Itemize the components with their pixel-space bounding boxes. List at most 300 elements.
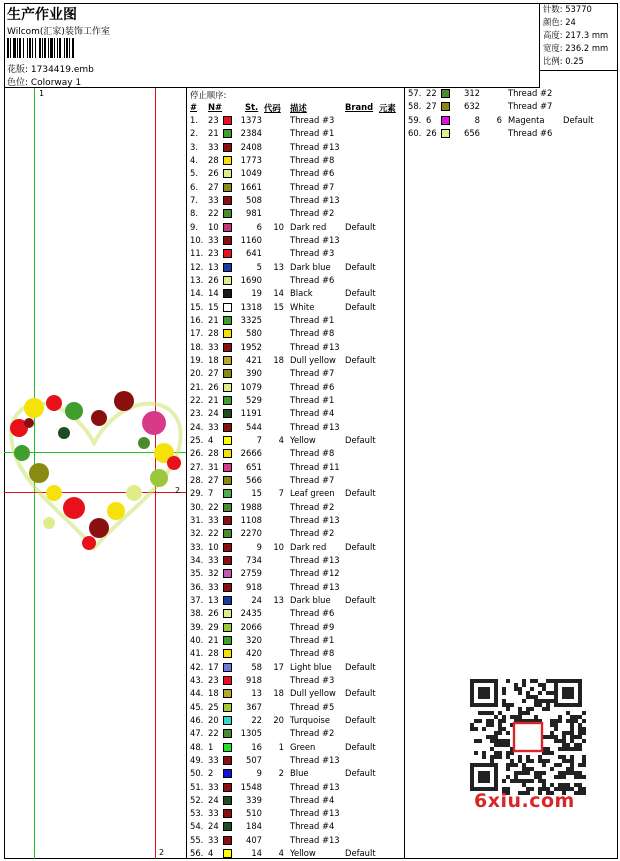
row-description: Thread #1	[290, 394, 335, 405]
row-index: 8.	[190, 208, 198, 219]
row-stitches: 1773	[240, 154, 262, 165]
thread-color-swatch	[223, 649, 232, 658]
row-needle: 26	[208, 608, 219, 619]
row-index: 20.	[190, 368, 204, 379]
row-needle: 6	[426, 114, 432, 125]
row-needle: 24	[208, 821, 219, 832]
row-needle: 33	[208, 834, 219, 845]
row-needle: 20	[208, 714, 219, 725]
row-needle: 27	[208, 181, 219, 192]
row-needle: 22	[208, 501, 219, 512]
row-stitches: 420	[246, 648, 262, 659]
row-description: Thread #2	[508, 88, 553, 98]
table-row	[190, 821, 400, 834]
row-needle: 33	[208, 421, 219, 432]
row-index: 15.	[190, 301, 204, 312]
row-needle: 21	[208, 128, 219, 139]
table-row	[190, 502, 400, 515]
row-stitches: 1049	[240, 168, 262, 179]
row-description: Thread #3	[290, 115, 335, 125]
design-stats	[540, 3, 618, 71]
row-stitches: 13	[251, 688, 262, 699]
row-description: Thread #7	[290, 181, 335, 192]
row-index: 18.	[190, 341, 204, 352]
row-brand: Default	[345, 688, 376, 699]
row-stitches: 1988	[240, 501, 262, 512]
row-description: Thread #4	[290, 821, 335, 832]
thread-color-swatch	[223, 343, 232, 352]
row-index: 51.	[190, 781, 204, 792]
row-description: Thread #3	[290, 248, 335, 259]
row-stitches: 58	[251, 661, 262, 672]
row-description: Thread #6	[290, 381, 335, 392]
row-stitches: 24	[251, 594, 262, 605]
row-code: 7	[278, 488, 284, 499]
thread-color-swatch	[223, 703, 232, 712]
thread-color-swatch	[223, 609, 232, 618]
thread-color-swatch	[223, 849, 232, 858]
row-brand: Default	[345, 434, 376, 445]
row-stitches: 1079	[240, 381, 262, 392]
row-stitches: 918	[246, 581, 262, 592]
thread-color-swatch	[223, 116, 232, 125]
thread-color-swatch	[223, 156, 232, 165]
table-row	[190, 328, 400, 341]
row-needle: 18	[208, 354, 219, 365]
thread-color-swatch	[223, 436, 232, 445]
table-row	[190, 568, 400, 581]
table-row	[190, 408, 400, 421]
table-row	[190, 448, 400, 461]
thread-color-swatch	[223, 263, 232, 272]
row-brand: Default	[345, 541, 376, 552]
row-index: 30.	[190, 501, 204, 512]
row-description: White	[290, 301, 315, 312]
row-stitches: 2066	[240, 621, 262, 632]
row-needle: 28	[208, 328, 219, 339]
row-needle: 1	[208, 741, 214, 752]
thread-color-swatch	[223, 249, 232, 258]
row-description: Thread #1	[290, 314, 335, 325]
table-row	[190, 342, 400, 355]
row-code: 20	[273, 714, 284, 725]
row-brand: Default	[345, 261, 376, 272]
row-needle: 21	[208, 394, 219, 405]
row-index: 60.	[408, 127, 422, 138]
row-brand: Default	[345, 221, 376, 232]
row-needle: 26	[208, 168, 219, 179]
row-brand: Default	[563, 114, 594, 125]
row-stitches: 312	[464, 88, 480, 98]
thread-color-swatch	[223, 236, 232, 245]
color-count: 颜色: 24	[543, 17, 576, 27]
row-index: 16.	[190, 314, 204, 325]
row-needle: 28	[208, 154, 219, 165]
thread-color-swatch	[223, 369, 232, 378]
row-stitches: 981	[246, 208, 262, 219]
row-description: Dark red	[290, 221, 327, 232]
thread-color-swatch	[223, 356, 232, 365]
table-row	[408, 101, 618, 114]
row-description: Thread #7	[508, 101, 553, 112]
table-row	[190, 608, 400, 621]
thread-color-swatch	[441, 116, 450, 125]
thread-color-swatch	[223, 223, 232, 232]
thread-color-swatch	[441, 129, 450, 138]
row-code: 6	[496, 114, 502, 125]
row-stitches: 651	[246, 461, 262, 472]
table-row	[190, 128, 400, 141]
design-preview	[4, 88, 187, 859]
row-description: Thread #12	[290, 568, 340, 579]
row-brand: Default	[345, 741, 376, 752]
row-index: 32.	[190, 528, 204, 539]
row-description: Thread #7	[290, 368, 335, 379]
row-stitches: 508	[246, 194, 262, 205]
row-index: 46.	[190, 714, 204, 725]
row-needle: 17	[208, 661, 219, 672]
row-description: Thread #6	[290, 168, 335, 179]
row-needle: 21	[208, 634, 219, 645]
row-needle: 33	[208, 141, 219, 152]
design-file: 花版: 1734419.emb	[7, 65, 94, 75]
row-description: Thread #7	[290, 474, 335, 485]
row-stitches: 1318	[240, 301, 262, 312]
table-row	[190, 248, 400, 261]
row-description: Thread #8	[290, 328, 335, 339]
row-index: 13.	[190, 274, 204, 285]
row-needle: 2	[208, 768, 214, 779]
row-description: Turquoise	[290, 714, 331, 725]
row-needle: 33	[208, 341, 219, 352]
row-needle: 27	[426, 101, 437, 112]
row-index: 54.	[190, 821, 204, 832]
row-description: Thread #2	[290, 528, 335, 539]
table-row	[190, 115, 400, 128]
row-index: 58.	[408, 101, 422, 112]
row-description: Thread #8	[290, 648, 335, 659]
row-needle: 10	[208, 221, 219, 232]
row-needle: 25	[208, 701, 219, 712]
row-stitches: 2666	[240, 448, 262, 459]
thread-color-swatch	[223, 529, 232, 538]
row-index: 48.	[190, 741, 204, 752]
row-code: 18	[273, 354, 284, 365]
row-description: Thread #13	[290, 781, 340, 792]
table-row	[190, 835, 400, 848]
table-row	[190, 782, 400, 795]
row-description: Thread #13	[290, 194, 340, 205]
row-brand: Default	[345, 768, 376, 779]
table-row	[190, 355, 400, 368]
row-description: Thread #13	[290, 514, 340, 525]
table-row	[190, 368, 400, 381]
table-row	[190, 675, 400, 688]
thread-color-swatch	[223, 836, 232, 845]
row-stitches: 656	[464, 127, 480, 138]
thread-color-swatch	[223, 822, 232, 831]
row-index: 12.	[190, 261, 204, 272]
thread-color-swatch	[223, 676, 232, 685]
col-element: 元素	[379, 103, 396, 113]
row-stitches: 1305	[240, 728, 262, 739]
row-brand: Default	[345, 301, 376, 312]
row-stitches: 544	[246, 421, 262, 432]
row-needle: 28	[208, 648, 219, 659]
row-needle: 22	[208, 728, 219, 739]
row-index: 9.	[190, 221, 198, 232]
row-index: 53.	[190, 808, 204, 819]
row-needle: 33	[208, 808, 219, 819]
row-description: Thread #2	[290, 208, 335, 219]
row-needle: 32	[208, 568, 219, 579]
row-index: 40.	[190, 634, 204, 645]
row-needle: 14	[208, 288, 219, 299]
row-index: 36.	[190, 581, 204, 592]
thread-color-swatch	[223, 129, 232, 138]
table-row	[190, 542, 400, 555]
row-index: 24.	[190, 421, 204, 432]
row-index: 1.	[190, 115, 198, 125]
row-brand: Default	[345, 661, 376, 672]
row-code: 13	[273, 594, 284, 605]
row-needle: 21	[208, 314, 219, 325]
row-index: 27.	[190, 461, 204, 472]
col-num: #	[190, 102, 198, 112]
thread-color-swatch	[223, 623, 232, 632]
thread-color-swatch	[223, 209, 232, 218]
row-index: 39.	[190, 621, 204, 632]
thread-color-swatch	[223, 756, 232, 765]
row-code: 10	[273, 221, 284, 232]
row-stitches: 16	[251, 741, 262, 752]
table-row	[190, 155, 400, 168]
row-stitches: 8	[474, 114, 480, 125]
row-index: 26.	[190, 448, 204, 459]
table-row	[190, 235, 400, 248]
row-stitches: 566	[246, 474, 262, 485]
row-index: 49.	[190, 754, 204, 765]
row-index: 10.	[190, 234, 204, 245]
table-row	[190, 755, 400, 768]
table-row	[190, 582, 400, 595]
table-row	[190, 808, 400, 821]
row-index: 23.	[190, 408, 204, 419]
row-needle: 33	[208, 554, 219, 565]
row-needle: 7	[208, 488, 214, 499]
row-needle: 22	[426, 88, 437, 98]
row-description: Thread #13	[290, 234, 340, 245]
row-description: Dull yellow	[290, 688, 336, 699]
table-row	[190, 688, 400, 701]
row-stitches: 1108	[240, 514, 262, 525]
thread-color-swatch	[223, 276, 232, 285]
row-needle: 33	[208, 581, 219, 592]
row-description: Thread #13	[290, 341, 340, 352]
row-stitches: 507	[246, 754, 262, 765]
row-stitches: 1952	[240, 341, 262, 352]
row-needle: 27	[208, 474, 219, 485]
row-description: Thread #11	[290, 461, 340, 472]
row-description: Thread #4	[290, 408, 335, 419]
row-index: 43.	[190, 674, 204, 685]
row-description: Black	[290, 288, 313, 299]
table-row	[190, 622, 400, 635]
row-stitches: 22	[251, 714, 262, 725]
table-row	[190, 648, 400, 661]
table-row	[190, 395, 400, 408]
row-needle: 26	[426, 127, 437, 138]
scale-value: 比例: 0.25	[543, 56, 584, 66]
guide-label-bottom: 2	[159, 848, 165, 857]
table-row	[190, 222, 400, 235]
row-description: Thread #13	[290, 754, 340, 765]
table-row	[190, 315, 400, 328]
row-index: 29.	[190, 488, 204, 499]
row-stitches: 19	[251, 288, 262, 299]
thread-color-swatch	[223, 689, 232, 698]
col-code: 代码	[264, 103, 281, 113]
row-description: Thread #2	[290, 501, 335, 512]
row-description: Dark blue	[290, 261, 331, 272]
table-row	[190, 262, 400, 275]
row-index: 5.	[190, 168, 198, 179]
row-needle: 23	[208, 248, 219, 259]
row-stitches: 367	[246, 701, 262, 712]
row-index: 25.	[190, 434, 204, 445]
row-needle: 13	[208, 594, 219, 605]
qr-code	[470, 678, 586, 796]
row-code: 1	[278, 741, 284, 752]
thread-color-swatch	[223, 329, 232, 338]
row-description: Thread #8	[290, 448, 335, 459]
row-stitches: 5	[256, 261, 262, 272]
row-needle: 31	[208, 461, 219, 472]
thread-color-swatch	[223, 503, 232, 512]
row-stitches: 2270	[240, 528, 262, 539]
row-description: Thread #4	[290, 794, 335, 805]
row-description: Thread #13	[290, 421, 340, 432]
row-description: Thread #8	[290, 154, 335, 165]
row-stitches: 510	[246, 808, 262, 819]
row-stitches: 9	[256, 768, 262, 779]
row-needle: 18	[208, 688, 219, 699]
row-stitches: 641	[246, 248, 262, 259]
guide-label-top: 1	[39, 89, 45, 98]
row-needle: 23	[208, 674, 219, 685]
barcode-bar	[74, 38, 75, 58]
row-brand: Default	[345, 488, 376, 499]
stitch-count: 针数: 53770	[543, 4, 592, 14]
row-index: 44.	[190, 688, 204, 699]
row-description: Thread #9	[290, 621, 335, 632]
row-index: 37.	[190, 594, 204, 605]
thread-color-swatch	[223, 289, 232, 298]
row-code: 10	[273, 541, 284, 552]
row-stitches: 918	[246, 674, 262, 685]
row-needle: 33	[208, 514, 219, 525]
row-index: 21.	[190, 381, 204, 392]
thread-color-swatch	[223, 743, 232, 752]
row-needle: 27	[208, 368, 219, 379]
thread-color-swatch	[223, 569, 232, 578]
row-description: Thread #1	[290, 128, 335, 139]
row-index: 55.	[190, 834, 204, 845]
stop-sequence-label: 停止顺序:	[190, 90, 227, 100]
table-row	[408, 88, 618, 101]
row-needle: 29	[208, 621, 219, 632]
thread-color-swatch	[223, 183, 232, 192]
col-desc: 描述	[290, 103, 307, 113]
table-row	[190, 702, 400, 715]
row-needle: 10	[208, 541, 219, 552]
row-needle: 24	[208, 794, 219, 805]
row-needle: 22	[208, 528, 219, 539]
row-index: 2.	[190, 128, 198, 139]
thread-color-swatch	[223, 143, 232, 152]
row-needle: 24	[208, 408, 219, 419]
row-code: 4	[278, 848, 284, 859]
thread-color-swatch	[223, 423, 232, 432]
row-stitches: 2408	[240, 141, 262, 152]
row-description: Yellow	[290, 848, 316, 859]
thread-color-swatch	[223, 409, 232, 418]
row-description: Green	[290, 741, 316, 752]
colorway: 色位: Colorway 1	[7, 78, 82, 88]
row-index: 17.	[190, 328, 204, 339]
row-stitches: 6	[256, 221, 262, 232]
row-index: 38.	[190, 608, 204, 619]
thread-color-swatch	[223, 769, 232, 778]
row-index: 33.	[190, 541, 204, 552]
thread-color-swatch	[223, 636, 232, 645]
row-needle: 26	[208, 381, 219, 392]
table-row	[190, 795, 400, 808]
table-row	[408, 115, 618, 128]
table-row	[190, 195, 400, 208]
row-needle: 33	[208, 194, 219, 205]
row-stitches: 1661	[240, 181, 262, 192]
table-row	[190, 848, 400, 861]
thread-color-swatch	[223, 663, 232, 672]
row-needle: 23	[208, 115, 219, 125]
row-stitches: 2435	[240, 608, 262, 619]
row-stitches: 15	[251, 488, 262, 499]
row-stitches: 2384	[240, 128, 262, 139]
row-stitches: 1191	[240, 408, 262, 419]
row-index: 45.	[190, 701, 204, 712]
row-stitches: 339	[246, 794, 262, 805]
table-row	[190, 515, 400, 528]
row-description: Thread #5	[290, 701, 335, 712]
row-description: Dark blue	[290, 594, 331, 605]
row-index: 3.	[190, 141, 198, 152]
table-row	[190, 182, 400, 195]
thread-color-swatch	[223, 463, 232, 472]
table-row	[190, 488, 400, 501]
row-description: Thread #1	[290, 634, 335, 645]
row-code: 17	[273, 661, 284, 672]
table-row	[190, 662, 400, 675]
table-row	[190, 635, 400, 648]
table-row	[190, 435, 400, 448]
width-value: 宽度: 236.2 mm	[543, 43, 609, 53]
row-index: 31.	[190, 514, 204, 525]
row-description: Thread #13	[290, 141, 340, 152]
thread-color-swatch	[223, 316, 232, 325]
thread-color-swatch	[441, 102, 450, 111]
table-row	[190, 288, 400, 301]
